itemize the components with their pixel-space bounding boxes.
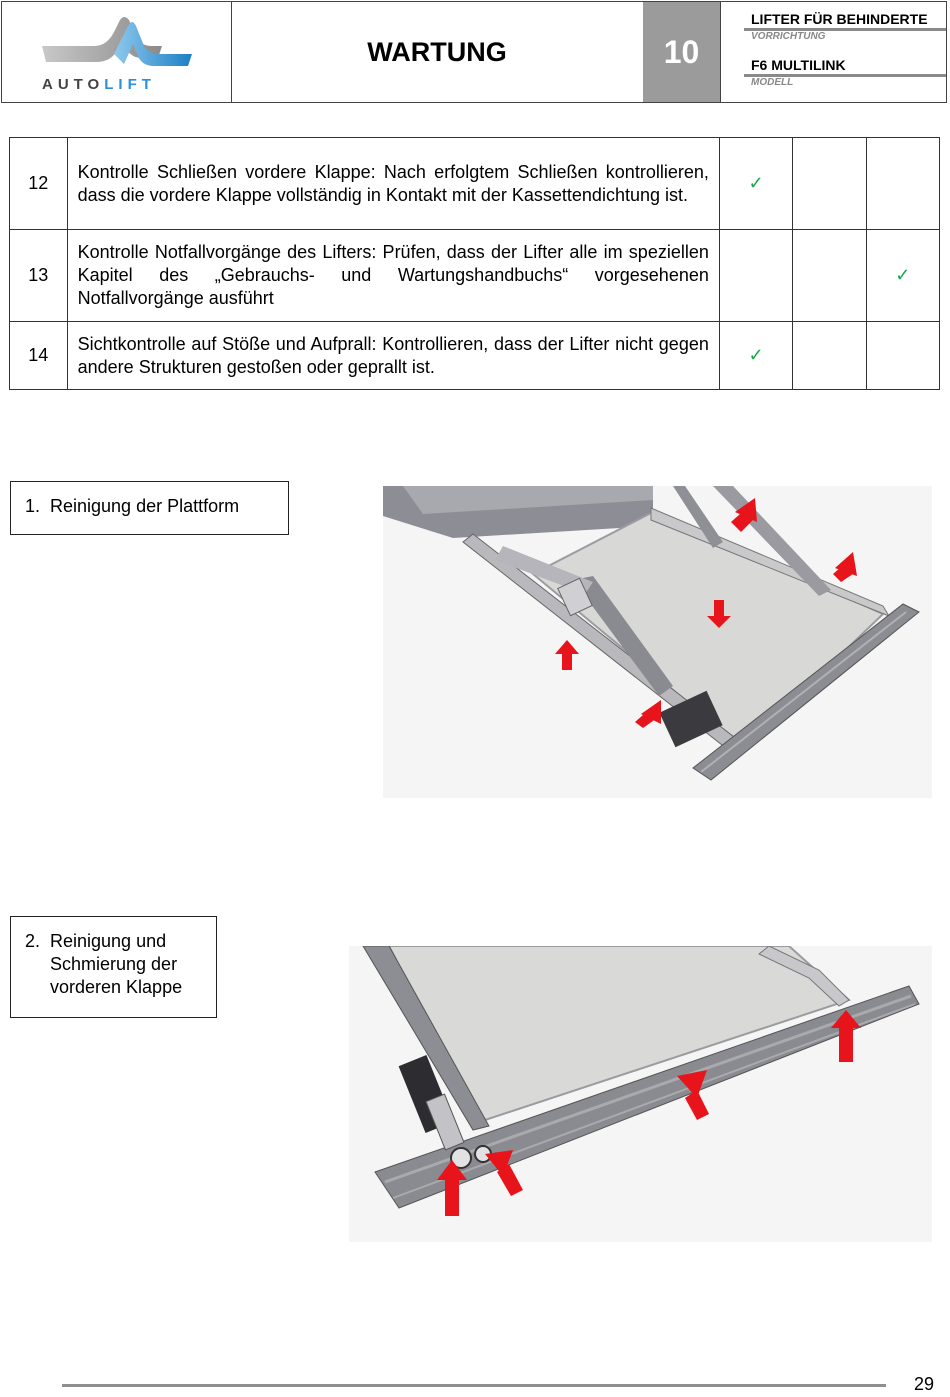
row-number: 14 bbox=[10, 322, 68, 390]
maintenance-checklist-table bbox=[9, 137, 940, 390]
check-cell bbox=[719, 322, 792, 390]
check-cell bbox=[793, 230, 866, 322]
chapter-number: 10 bbox=[643, 2, 721, 102]
row-number: 13 bbox=[10, 230, 68, 322]
check-cell bbox=[793, 322, 866, 390]
section-number: 2. bbox=[25, 931, 41, 951]
check-cell bbox=[866, 230, 939, 322]
device-label: VORRICHTUNG bbox=[751, 31, 826, 42]
device-name: LIFTER FÜR BEHINDERTE bbox=[751, 11, 928, 27]
section-label-1 bbox=[10, 481, 289, 535]
logo-wordmark bbox=[42, 76, 156, 93]
checkmark-icon: ✓ bbox=[895, 265, 911, 285]
front-flap-illustration bbox=[349, 946, 932, 1242]
model-label: MODELL bbox=[751, 77, 794, 88]
logo-text-lift: LIFT bbox=[104, 76, 156, 93]
section-number: 1. bbox=[25, 496, 41, 516]
row-description: Kontrolle Notfallvorgänge des Lifters: Prüfen, dass der Lifter alle im speziellen Kapitel des „Gebrauchs- und Wartungshandbuchs“ vorgesehenen Notfallvorgänge ausführt bbox=[67, 230, 719, 322]
row-description: Sichtkontrolle auf Stöße und Aufprall: Kontrollieren, dass der Lifter nicht gegen andere Strukturen gestoßen oder geprallt ist. bbox=[67, 322, 719, 390]
table-row bbox=[10, 230, 940, 322]
check-cell bbox=[793, 138, 866, 230]
checkmark-icon: ✓ bbox=[748, 173, 764, 193]
row-number: 12 bbox=[10, 138, 68, 230]
page-title: WARTUNG bbox=[231, 2, 644, 102]
device-info bbox=[720, 2, 946, 102]
section-label-2 bbox=[10, 916, 217, 1018]
table-row bbox=[10, 322, 940, 390]
table-row bbox=[10, 138, 940, 230]
logo bbox=[2, 2, 232, 102]
logo-text-auto: AUTO bbox=[42, 76, 105, 93]
page-number: 29 bbox=[914, 1374, 935, 1394]
check-cell bbox=[719, 138, 792, 230]
page-header bbox=[1, 1, 947, 103]
check-cell bbox=[866, 322, 939, 390]
platform-illustration bbox=[383, 486, 932, 798]
footer-divider bbox=[62, 1384, 886, 1387]
row-description: Kontrolle Schließen vordere Klappe: Nach erfolgtem Schließen kontrollieren, dass die vordere Klappe vollständig in Kontakt mit der Kassettendichtung ist. bbox=[67, 138, 719, 230]
checkmark-icon: ✓ bbox=[748, 345, 764, 365]
section-title: Reinigung und Schmierung der vorderen Klappe bbox=[50, 931, 183, 997]
section-title: Reinigung der Plattform bbox=[50, 496, 240, 516]
check-cell bbox=[719, 230, 792, 322]
model-name: F6 MULTILINK bbox=[751, 57, 846, 73]
check-cell bbox=[866, 138, 939, 230]
